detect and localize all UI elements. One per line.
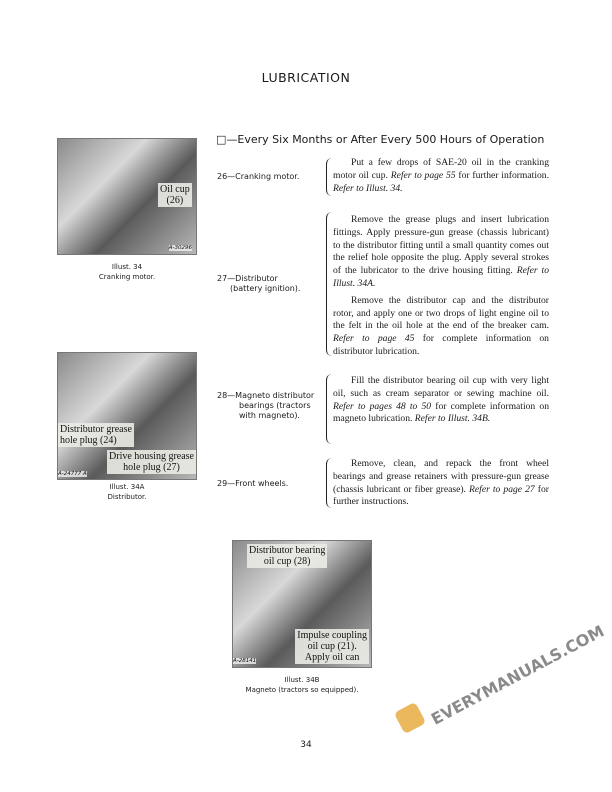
caption-text: Distributor. bbox=[107, 493, 147, 501]
text: Remove the distributor cap and the distributor rotor, and apply one or two drops of light engine oil to the felt in the oil hole at the end of the breaker cam. bbox=[333, 294, 549, 332]
callout-line: Distributor grease bbox=[60, 424, 132, 435]
text: for complete information on distributor lubrication. bbox=[333, 333, 549, 357]
callout-distributor-bearing bbox=[247, 544, 327, 568]
item-28-label bbox=[217, 391, 314, 421]
illustration-34a-photo bbox=[57, 352, 197, 480]
item-26-text bbox=[333, 157, 549, 195]
reference: Refer to page 27 bbox=[469, 483, 535, 495]
callout-line: Impulse coupling bbox=[297, 630, 367, 641]
item-27-text bbox=[333, 214, 549, 359]
callout-line: hole plug (24) bbox=[60, 435, 117, 446]
label-line: with magneto). bbox=[239, 411, 300, 420]
brace bbox=[326, 212, 332, 356]
reference: Refer to page 55 bbox=[390, 169, 456, 181]
caption-title: Illust. 34B bbox=[284, 676, 320, 684]
illustration-34b-photo bbox=[232, 540, 372, 668]
callout-distributor-grease bbox=[58, 423, 134, 447]
callout-line: Distributor bearing bbox=[249, 545, 326, 556]
reference: Refer to pages 48 to 50 bbox=[333, 400, 432, 412]
page-number: 34 bbox=[300, 740, 312, 750]
watermark-logo bbox=[394, 702, 426, 734]
callout-line: oil cup (28) bbox=[263, 556, 311, 567]
label-line: bearings (tractors bbox=[239, 401, 311, 410]
reference: Refer to Illust. 34A. bbox=[333, 265, 549, 289]
caption-text: Magneto (tractors so equipped). bbox=[245, 686, 359, 694]
brace bbox=[326, 374, 332, 444]
text: for further information. bbox=[455, 169, 549, 181]
text: for complete information on magneto lubrication. bbox=[333, 400, 549, 425]
text: Remove the grease plugs and insert lubrication fittings. Apply pressure-gun grease (chassis lubricant) to the distributor fitting until a small quantity comes out the relief hole opposite the plug. Apply several strokes of the lubricator to the drive housing fitting. bbox=[333, 214, 549, 277]
paragraph bbox=[333, 214, 549, 291]
callout-line: hole plug (27) bbox=[123, 462, 180, 473]
item-26-label: 26—Cranking motor. bbox=[217, 172, 300, 181]
label-line: 27—Distributor bbox=[217, 274, 278, 283]
callout-line: Apply oil can bbox=[304, 652, 360, 663]
figure-code: A-24777 A bbox=[58, 471, 87, 477]
brace bbox=[326, 158, 332, 196]
paragraph bbox=[333, 458, 549, 509]
brace bbox=[326, 458, 332, 508]
paragraph bbox=[333, 295, 549, 359]
callout-line: oil cup (21). bbox=[307, 641, 357, 652]
text: Fill the distributor bearing oil cup with very light oil, such as cream separator or sewing machine oil. bbox=[333, 375, 549, 399]
reference: Refer to Illust. 34. bbox=[333, 182, 403, 194]
figure-code: A-30296 bbox=[168, 245, 192, 251]
watermark: EVERYMANUALS.COM bbox=[428, 621, 608, 729]
callout-impulse-coupling bbox=[295, 629, 369, 664]
illustration-34-photo bbox=[57, 138, 197, 255]
callout-line: Drive housing grease bbox=[109, 451, 194, 462]
callout-line: Oil cup bbox=[160, 184, 190, 195]
callout-oil-cup bbox=[158, 183, 192, 207]
item-29-label: 29—Front wheels. bbox=[217, 479, 289, 488]
item-29-text bbox=[333, 458, 549, 509]
illustration-34-caption bbox=[57, 262, 197, 282]
label-line: (battery ignition). bbox=[230, 284, 301, 293]
caption-text: Cranking motor. bbox=[98, 273, 156, 281]
caption-title: Illust. 34 bbox=[111, 263, 143, 271]
reference: Refer to Illust. 34B. bbox=[414, 413, 491, 425]
paragraph bbox=[333, 157, 549, 195]
callout-drive-housing bbox=[107, 450, 196, 474]
caption-title: Illust. 34A bbox=[109, 483, 145, 491]
item-28-text bbox=[333, 375, 549, 426]
item-27-label bbox=[217, 274, 300, 294]
text: for further instructions. bbox=[333, 483, 549, 508]
text: Remove, clean, and repack the front wheel bearings and grease retainers with pressure-gun grease (chassis lubricant or fiber grease). bbox=[333, 458, 549, 495]
illustration-34a-caption bbox=[57, 482, 197, 502]
label-line: 28—Magneto distributor bbox=[217, 391, 315, 400]
section-header: □—Every Six Months or After Every 500 Hours of Operation bbox=[216, 133, 545, 146]
text: Put a few drops of SAE-20 oil in the cranking motor oil cup. bbox=[333, 157, 549, 181]
paragraph bbox=[333, 375, 549, 426]
figure-code: A-28141 bbox=[233, 658, 257, 664]
callout-line: (26) bbox=[166, 195, 184, 206]
illustration-34b-caption bbox=[212, 675, 392, 695]
reference: Refer to page 45 bbox=[333, 333, 415, 345]
page-title: LUBRICATION bbox=[261, 70, 351, 85]
